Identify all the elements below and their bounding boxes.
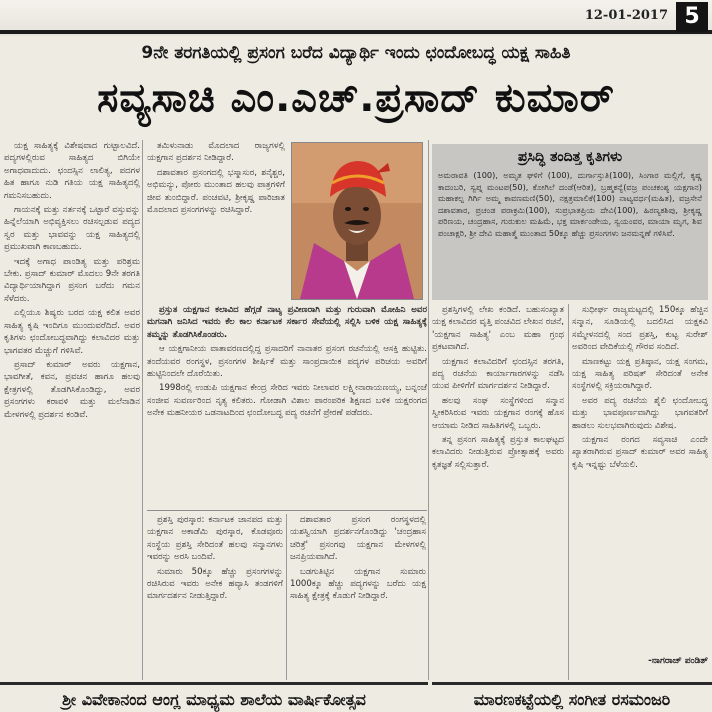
header-rule bbox=[0, 30, 712, 34]
sidebar-text: ಅಮರಾವತಿ (100), ಅಮೃತ ಘಳಿಗೆ (100), ದುರ್ಗಾಸ್ತುತಿ(100), ಸಿಂಗಾರ ಮಲ್ಲಿಗೆ, ಕೃಷ್ಣ ಕಾದಂಬರಿ, ಸ್ವಪ್ನ ಮಂಟಪ(50), ಕೋಗಿಲೆ ದಂಡೆ(ಆರಿತ), ಬ್ರಹ್ಮಕನ್ಯೆ(ವಜ್ರ ಪಂಚಕಂಶ್ಯ ಯಕ್ಷಗಾನ) ಮಹಾಕಲ್ಪ ಗಿರ್ಗಿ ಅಮ್ಮ ಕಾವಣಮಣಿ(50), ನಕ್ಷತ್ರಮಾಲಿಕೆ(100) ನಾಟ್ಯವರ್ಧ(ಮಹಿತ), ವಜ್ರಸೇನೆ ದಶಾವತಾರ, ಪ್ರಚಂಡ ಪರಾಕ್ರಮಿ(100), ಸುಪ್ರಭಾತಪ್ರಿಯ ದೇವಿ(100), ಹಿರಣ್ಯಕಶಿಪು, ಶ್ರೀಕೃಷ್ಣ ಪರಿಣಯ, ಚಂದ್ರಹಾಸ, ಗುರುಕುಲ ಮಹಿಮೆ, ಭಕ್ತ ಮಾರ್ಕಂಡೇಯ, ಸ್ವಯಂವರ, ಮಾಯಾ ಮೃಗ, ಶಿವ ಪಂಚಾಕ್ಷರಿ, ಶ್ರೀ ದೇವಿ ಮಹಾತ್ಮೆ ಮುಂತಾದ 50ಕ್ಕೂ ಹೆಚ್ಚು ಪ್ರಸಂಗಗಳು ಜನಮನ್ನಣೆ ಗಳಿಸಿವೆ. bbox=[438, 170, 702, 238]
page-number: 5 bbox=[676, 2, 708, 32]
paragraph: ಮಾಣಕಟ್ಟು ಯಕ್ಷ ಪ್ರತಿಷ್ಠಾನ, ಯಕ್ಷ ಸಂಗಮ, ಯಕ್ಷ ಸಾಹಿತ್ಯ ಪರಿಷತ್ ಸೇರಿದಂತೆ ಅನೇಕ ಸಂಸ್ಥೆಗಳಲ್ಲಿ ಸಕ್ರಿಯರಾಗಿದ್ದಾರೆ. bbox=[572, 356, 708, 392]
paragraph: ಸುಮಾರು 50ಕ್ಕೂ ಹೆಚ್ಚು ಪ್ರಸಂಗಗಳನ್ನು ರಚಿಸಿರುವ ಇವರು ಅನೇಕ ಹವ್ಯಾಸಿ ತಂಡಗಳಿಗೆ ಮಾರ್ಗದರ್ಶನ ನೀಡುತ್ತಿದ್ದಾರೆ. bbox=[147, 566, 283, 602]
paragraph: ಬಡಗುತಿಟ್ಟಿನ ಯಕ್ಷಗಾನ ಸುಮಾರು 1000ಕ್ಕೂ ಹೆಚ್ಚು ಪದ್ಯಗಳನ್ನು ಬರೆದು ಯಕ್ಷ ಸಾಹಿತ್ಯ ಕ್ಷೇತ್ರಕ್ಕೆ ಕೊಡುಗೆ ನೀಡಿದ್ದಾರೆ. bbox=[290, 566, 426, 602]
article-lower-column-a bbox=[147, 514, 283, 680]
paragraph: ಪ್ರಶಸ್ತಿ ಪುರಸ್ಕಾರ: ಕರ್ನಾಟಕ ಜಾನಪದ ಮತ್ತು ಯಕ್ಷಗಾನ ಅಕಾಡೆಮಿ ಪುರಸ್ಕಾರ, ಕೊಡವೂರು ಸಂಸ್ಥೆಯ ಪ್ರಶಸ್ತಿ ಸೇರಿದಂತೆ ಹಲವು ಸನ್ಮಾನಗಳು ಇವರನ್ನು ಅರಸಿ ಬಂದಿವೆ. bbox=[147, 515, 283, 563]
paragraph: ದಶಾವತಾರ ಪ್ರಸಂಗ ರಂಗಸ್ಥಳದಲ್ಲಿ ಯಶಸ್ವಿಯಾಗಿ ಪ್ರದರ್ಶನಗೊಂಡಿದ್ದು 'ಚಂದ್ರಹಾಸ ಚರಿತ್ರೆ' ಪ್ರಸಂಗವು ಯಕ್ಷಗಾನ ಮೇಳಗಳಲ್ಲಿ ಜನಪ್ರಿಯವಾಗಿದೆ. bbox=[290, 515, 426, 563]
portrait-illustration bbox=[292, 143, 422, 299]
lead-paragraph: ಪ್ರಸ್ತುತ ಯಕ್ಷಗಾನ ಕಲಾವಿದ ಹೆಗ್ಗಡೆ ನಾಟ್ಯ ಪ್ರವೀಣರಾಗಿ ಮತ್ತು ಗುರುವಾಗಿ ಮೋಹಿನಿ ಅವರ ಮಗನಾಗಿ ಜನಿಸಿದ ಇವರು ಕೆಲ ಕಾಲ ಕರ್ನಾಟಕ ಸರ್ಕಾರ ಸೇವೆಯಲ್ಲಿ ಸಲ್ಲಿಸಿ ಬಳಿಕ ಯಕ್ಷ ಸಾಹಿತ್ಯಕ್ಕೆ ತಮ್ಮನ್ನು ತೊಡಗಿಸಿಕೊಂಡರು. bbox=[147, 305, 427, 340]
article-right-column-b bbox=[572, 304, 708, 680]
paragraph: ಪ್ರಸಾದ್ ಕುಮಾರ್ ಅವರು ಯಕ್ಷಗಾನ, ಭಾವಗೀತೆ, ಕವನ, ಪ್ರವಚನ ಹಾಗೂ ಹಲವು ಕ್ಷೇತ್ರಗಳಲ್ಲಿ ತೊಡಗಿಸಿಕೊಂಡಿದ್ದು, ಅವರ ಪ್ರಸಂಗಗಳು ಕರಾವಳಿ ಮತ್ತು ಮಲೆನಾಡಿನ ಮೇಳಗಳಲ್ಲಿ ಪ್ರದರ್ಶನ ಕಂಡಿವೆ. bbox=[4, 359, 140, 420]
next-article-headline-left: ಶ್ರೀ ವಿವೇಕಾನಂದ ಆಂಗ್ಲ ಮಾಧ್ಯಮ ಶಾಲೆಯ ವಾರ್ಷಿಕೋತ್ಸವ bbox=[0, 682, 428, 712]
works-sidebar bbox=[432, 144, 708, 300]
header-bar bbox=[0, 0, 712, 36]
headline: ಸವ್ಯಸಾಚಿ ಎಂ.ಎಚ್.ಪ್ರಸಾದ್ ಕುಮಾರ್ bbox=[97, 75, 615, 121]
section-divider bbox=[147, 510, 427, 511]
paragraph: 1998ರಲ್ಲಿ ಉಡುಪಿ ಯಕ್ಷಗಾನ ಕೇಂದ್ರ ಸೇರಿದ ಇವರು ನೀಲಾವರ ಲಕ್ಷ್ಮೀನಾರಾಯಣಯ್ಯ, ಬನ್ನಂಜೆ ಸಂಜೀವ ಸುವರ್ಣರಿಂದ ನೃತ್ಯ ಕಲಿತರು. ಗೋಡಾಗಿ ವಿಶಾಲ ಪಾರಂಪರಿಕ ಶಿಕ್ಷಣದ ಬಳಿಕ ಯಕ್ಷರಂಗದ ಅನೇಕ ಮಹನೀಯರ ಒಡನಾಟದಿಂದ ಛಂದೋಬದ್ಧ ಪದ್ಯ ರಚನೆಗೆ ಪ್ರೇರಣೆ ಪಡೆದರು. bbox=[147, 383, 427, 419]
paragraph: ದಶಾವತಾರ ಪ್ರಸಂಗದಲ್ಲಿ ಭಸ್ಮಾಸುರ, ಶನೈಶ್ಚರ, ಅಭಿಮನ್ಯು, ಪೋರು ಮುಂತಾದ ಹಲವು ಪಾತ್ರಗಳಿಗೆ ಜೀವ ತುಂಬಿದ್ದಾರೆ. ಪಂಚವಟಿ, ಶ್ರೀಕೃಷ್ಣ ಪಾರಿಜಾತ ಮೊದಲಾದ ಪ್ರಸಂಗಗಳನ್ನು ರಚಿಸಿದ್ದಾರೆ. bbox=[147, 167, 285, 216]
sidebar-title: ಪ್ರಸಿದ್ಧಿ ತಂದಿತ್ತ ಕೃತಿಗಳು bbox=[517, 149, 623, 165]
portrait-photo bbox=[291, 142, 423, 300]
article-lower-column-b bbox=[290, 514, 426, 680]
paragraph: ಯಕ್ಷ ಸಾಹಿತ್ಯಕ್ಕೆ ವಿಶೇಷವಾದ ಗುಟ್ಟಾಲವಿದೆ. ಪದ್ಯಗಳಲ್ಲಿರುವ ಸಾಹಿತ್ಯದ ಬಿಗಿಯೇ ಅಗಾಧವಾದುದು. ಛಂದಸ್ಸಿನ ಲಾಲಿತ್ಯ, ಪದಗಳ ಹಿತ ಹಾಗೂ ನುಡಿ ಗತಿಯ ಯಕ್ಷ ಸಾಹಿತ್ಯದಲ್ಲಿ ಗಮನಿಸಬಹುದು. bbox=[4, 141, 140, 201]
paragraph: ಹಲವು ಸಂಘ ಸಂಸ್ಥೆಗಳಿಂದ ಸನ್ಮಾನ ಸ್ವೀಕರಿಸಿರುವ ಇವರು ಯಕ್ಷಗಾನ ರಂಗಕ್ಕೆ ಹೊಸ ಆಯಾಮ ನೀಡಿದ ಸಾಹಿತಿಗಳಲ್ಲಿ ಒಬ್ಬರು. bbox=[432, 395, 564, 431]
paragraph: ಆ ಯಕ್ಷಗಾನೀಯ ವಾತಾವರಣದಲ್ಲಿದ್ದ ಪ್ರಸಾದರಿಗೆ ನಾನಾತರ ಪ್ರಸಂಗ ರಚನೆಯಲ್ಲಿ ಆಸಕ್ತಿ ಹುಟ್ಟಿತು. ತಂದೆಯವರ ರಂಗಸ್ಥಳ, ಪ್ರಸಂಗಗಳ ಶೀರ್ಷಿಕೆ ಮತ್ತು ಸಾಂಪ್ರದಾಯಿಕ ಪದ್ಯಗಳ ಪರಿಚಯ ಅವರಿಗೆ ಹುಟ್ಟಿನಿಂದಲೇ ದೊರೆಯಿತು. bbox=[147, 344, 427, 380]
paragraph: ತನ್ನ ಪ್ರಸಂಗ ಸಾಹಿತ್ಯಕ್ಕೆ ಪ್ರಸ್ತುತ ಕಾಲಘಟ್ಟದ ಕಲಾವಿದರು ನೀಡುತ್ತಿರುವ ಪ್ರೋತ್ಸಾಹಕ್ಕೆ ಅವರು ಕೃತಜ್ಞತೆ ಸಲ್ಲಿಸುತ್ತಾರೆ. bbox=[432, 435, 564, 470]
column-divider bbox=[428, 140, 429, 680]
article-column-2 bbox=[147, 140, 285, 272]
article-main-column bbox=[147, 304, 427, 510]
paragraph: ಗಾಯನಕ್ಕೆ ಮತ್ತು ನರ್ತನಕ್ಕೆ ಒಟ್ಟಾರೆ ವಸ್ತುವನ್ನು ಹಿನ್ನೆಲೆಯಾಗಿ ಅಭಿವ್ಯಕ್ತಿಸಲು ರಚಿಸಲ್ಪಡುವ ಪದ್ಯದ ಸ್ವರ ಮತ್ತು ಭಾವವನ್ನು ಯಕ್ಷ ಸಾಹಿತ್ಯದಲ್ಲಿ ಪ್ರಮುಖವಾಗಿ ಕಾಣಬಹುದು. bbox=[4, 205, 140, 253]
column-divider bbox=[286, 514, 287, 680]
paragraph: ಪ್ರಶಸ್ತಿಗಳಲ್ಲಿ ಲೇಖ ಕಂಡಿದೆ. ಬಹುಸಂಖ್ಯಾತ ಯಕ್ಷ ಕಲಾವಿದರ ವೃತ್ತಿ ಪಂಚವಿದ ಲೇಖನ ರಚನೆ, 'ಯಕ್ಷಗಾನ ಸಾಹಿತ್ಯ' ಎಂಬ ಮಹಾ ಗ್ರಂಥ ಪ್ರಕಟವಾಗಿದೆ. bbox=[432, 305, 564, 353]
paragraph: ಯಕ್ಷಗಾನ ರಂಗದ ಸವ್ಯಸಾಚಿ ಎಂದೇ ಖ್ಯಾತರಾಗಿರುವ ಪ್ರಸಾದ್ ಕುಮಾರ್ ಅವರ ಸಾಹಿತ್ಯ ಕೃಷಿ ಇನ್ನಷ್ಟು ಬೆಳೆಯಲಿ. bbox=[572, 435, 708, 470]
paragraph: ಯಕ್ಷಗಾನ ಕಲಾವಿದರಿಗೆ ಛಂದಸ್ಸಿನ ತರಗತಿ, ಪದ್ಯ ರಚನೆಯ ಕಾರ್ಯಾಗಾರಗಳನ್ನು ನಡೆಸಿ ಯುವ ಪೀಳಿಗೆಗೆ ಮಾರ್ಗದರ್ಶನ ನೀಡಿದ್ದಾರೆ. bbox=[432, 356, 564, 392]
column-divider bbox=[142, 140, 143, 680]
paragraph: ಸುಧೀರ್ಘ ರಾಜ್ಯಮಟ್ಟದಲ್ಲಿ 150ಕ್ಕೂ ಹೆಚ್ಚಿನ ಸನ್ಮಾನ, ಸೂಡಿಯಲ್ಲಿ ಬದಲಿಸಿದ ಯಕ್ಷಕವಿ ಸಮ್ಮೇಳನದಲ್ಲಿ ಸಂದ ಪ್ರಶಸ್ತಿ, ಕುಟ್ಟ ಸುರೇಶ್ ಅವರಿಂದ ವೇದಿಕೆಯಲ್ಲಿ ಗೌರವ ಸಂದಿದೆ. bbox=[572, 305, 708, 353]
issue-date: 12-01-2017 bbox=[584, 8, 668, 23]
byline: -ನಾಗರಾಜ್ ಪಂಡಿತ್ bbox=[648, 656, 708, 666]
article-column-1 bbox=[4, 140, 140, 680]
column-divider bbox=[568, 304, 569, 680]
subheadline: 9ನೇ ತರಗತಿಯಲ್ಲಿ ಪ್ರಸಂಗ ಬರೆದ ವಿದ್ಯಾರ್ಥಿ ಇಂದು ಛಂದೋಬದ್ಧ ಯಕ್ಷ ಸಾಹಿತಿ bbox=[141, 43, 571, 63]
article-right-column-a bbox=[432, 304, 564, 680]
next-article-headline-right: ಮಾರಣಕಟ್ಟೆಯಲ್ಲಿ ಸಂಗೀತ ರಸಮಂಜರಿ bbox=[432, 682, 712, 712]
paragraph: ಎಲ್ಲಿಯೂ ಶಿಷ್ಯರು ಬರದ ಯಕ್ಷ ಕಲಿತ ಅವರ ಸಾಹಿತ್ಯ ಕೃಷಿ ಇಂದಿಗೂ ಮುಂದುವರೆದಿದೆ. ಅವರ ಕೃತಿಗಳು ಛಂದೋಬದ್ಧವಾಗಿದ್ದು ಕಲಾವಿದರ ಮತ್ತು ಭಾಗವತರ ಮೆಚ್ಚುಗೆ ಗಳಿಸಿವೆ. bbox=[4, 308, 140, 356]
paragraph: ತಮಿಳುನಾಡು ಮೊದಲಾದ ರಾಜ್ಯಗಳಲ್ಲಿ ಯಕ್ಷಗಾನ ಪ್ರದರ್ಶನ ನೀಡಿದ್ದಾರೆ. bbox=[147, 141, 285, 164]
paragraph: ಇದಕ್ಕೆ ಅಗಾಧ ಪಾಂಡಿತ್ಯ ಮತ್ತು ಪರಿಶ್ರಮ ಬೇಕು. ಪ್ರಸಾದ್ ಕುಮಾರ್ ಮೊದಲು 9ನೇ ತರಗತಿ ವಿದ್ಯಾರ್ಥಿಯಾಗಿದ್ದಾಗ ಪ್ರಸಂಗ ಬರೆದು ಗಮನ ಸೆಳೆದರು. bbox=[4, 256, 140, 304]
paragraph: ಅವರ ಪದ್ಯ ರಚನೆಯ ಶೈಲಿ ಛಂದೋಬದ್ಧ ಮತ್ತು ಭಾವಪೂರ್ಣವಾಗಿದ್ದು ಭಾಗವತರಿಗೆ ಹಾಡಲು ಸುಲಭವಾಗಿರುವುದು ವಿಶೇಷ. bbox=[572, 395, 708, 431]
